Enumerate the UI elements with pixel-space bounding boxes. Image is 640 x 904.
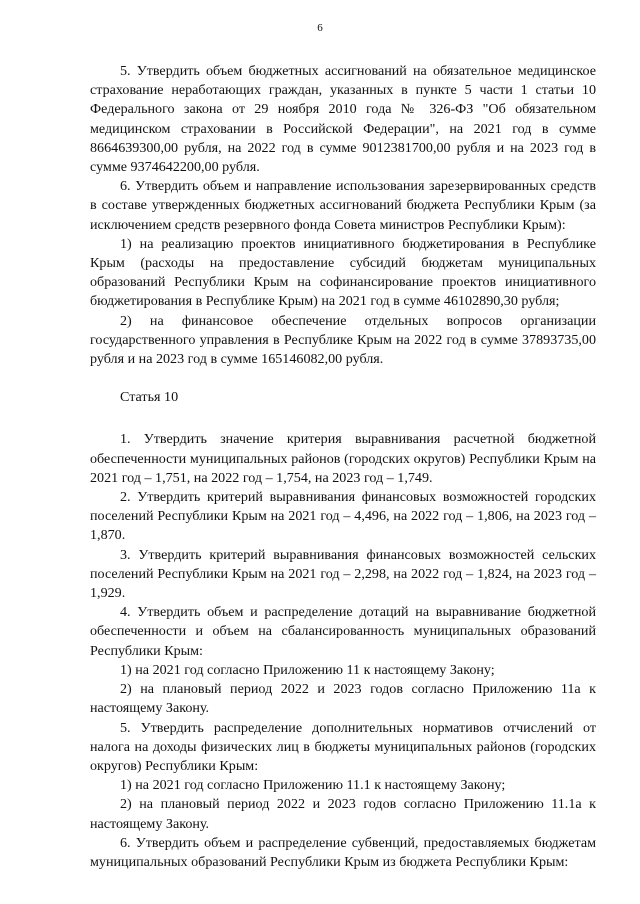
subitem-2021-appendix-11-1: 1) на 2021 год согласно Приложению 11.1 к настоящему Закону;: [120, 777, 506, 794]
page-number: 6: [317, 22, 323, 34]
subitem-initiative-budgeting: 1) на реализацию проектов инициативного бюджетирования в Республике Крым (расходы на предоставление субсидий бюджетам муниципальных образований Республики Крым на софинансирование проектов инициативного бюджетирования в Республике Крым) на 2021 год в сумме 46102890,30 рубля;: [90, 235, 596, 310]
paragraph-4-subsidies: 4. Утвердить объем и распределение дотаций на выравнивание бюджетной обеспеченности и объем на сбалансированность муниципальных образований Республики Крым:: [90, 604, 596, 659]
subitem-plan-appendix-11-1a: 2) на плановый период 2022 и 2023 годов согласно Приложению 11.1а к настоящему Закону.: [90, 796, 596, 832]
paragraph-2-criterion-urban: 2. Утвердить критерий выравнивания финансовых возможностей городских поселений Республики Крым на 2021 год – 4,496, на 2022 год – 1,806, на 2023 год – 1,870.: [90, 489, 596, 544]
paragraph-1-criterion-districts: 1. Утвердить значение критерия выравнивания расчетной бюджетной обеспеченности муниципальных районов (городских округов) Республики Крым на 2021 год – 1,751, на 2022 год – 1,754, на 2023 год – 1,749.: [90, 431, 596, 486]
paragraph-6-subventions: 6. Утвердить объем и распределение субвенций, предоставляемых бюджетам муниципальных образований Республики Крым из бюджета Республики Крым:: [90, 834, 596, 870]
paragraph-3-criterion-rural: 3. Утвердить критерий выравнивания финансовых возможностей сельских поселений Республики Крым на 2021 год – 2,298, на 2022 год – 1,824, на 2023 год – 1,929.: [90, 546, 596, 602]
paragraph-5-tax-standards: 5. Утвердить распределение дополнительных нормативов отчислений от налога на доходы физических лиц в бюджеты муниципальных районов (городских округов) Республики Крым:: [90, 719, 596, 774]
paragraph-5-insurance: 5. Утвердить объем бюджетных ассигнований на обязательное медицинское страхование неработающих граждан, указанных в пункте 5 части 1 статьи 10 Федерального закона от 29 ноября 2010 года № 326-ФЗ "Об обязательном медицинском страховании в Российской Федерации", на 2021 год в сумме 8664639300,00 рубля, на 2022 год в сумме 9012381700,00 рубля и на 2023 год в сумме 9374642200,00 рубля.: [90, 63, 596, 176]
subitem-government-management: 2) на финансовое обеспечение отдельных вопросов организации государственного управления в Республике Крым на 2022 год в сумме 37893735,00 рубля и на 2023 год в сумме 165146082,00 рубля.: [90, 312, 596, 368]
subitem-2021-appendix-11: 1) на 2021 год согласно Приложению 11 к настоящему Закону;: [120, 661, 495, 678]
subitem-plan-appendix-11a: 2) на плановый период 2022 и 2023 годов согласно Приложению 11а к настоящему Закону.: [90, 681, 596, 717]
document-body: [90, 62, 596, 872]
paragraph-6-reserved-funds: 6. Утвердить объем и направление использования зарезервированных средств в составе утвержденных бюджетных ассигнований бюджета Республики Крым (за исключением средств резервного фонда Совета министров Республики Крым):: [90, 178, 596, 233]
article-heading: Статья 10: [120, 389, 179, 406]
